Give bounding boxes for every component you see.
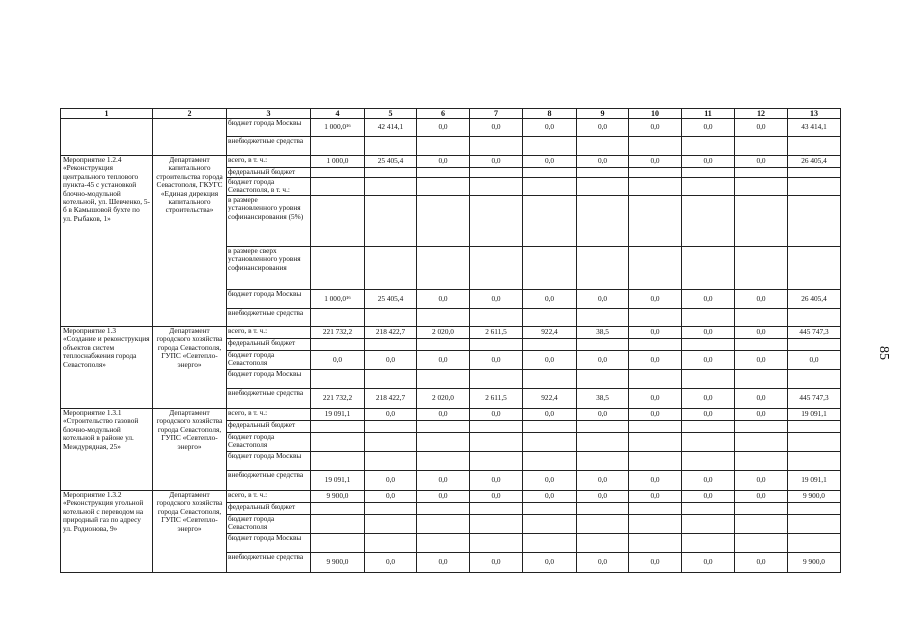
- funding-source-cell: всего, в т. ч.:: [227, 327, 311, 339]
- measure-name-cell: Мероприятие 1.3.2 «Реконструкция угольной котельной с переводом на природный газ по адресу ул. Родионова, 9»: [61, 491, 153, 573]
- value-cell: 9 900,0: [311, 491, 365, 503]
- value-cell: [470, 433, 523, 452]
- funding-source-cell: бюджет города Севастополя: [227, 515, 311, 534]
- value-cell: [629, 168, 682, 178]
- value-cell: 221 732,2: [311, 327, 365, 339]
- value-cell: 922,4: [523, 389, 577, 409]
- value-cell: [577, 421, 629, 433]
- value-cell: [629, 421, 682, 433]
- value-cell: 0,0: [365, 471, 417, 491]
- value-cell: 0,0: [470, 553, 523, 573]
- value-cell: 0,0: [735, 389, 788, 409]
- value-cell: [365, 247, 417, 290]
- value-cell: [788, 370, 841, 389]
- value-cell: [470, 503, 523, 515]
- funding-source-cell: бюджет города Севастополя, в т. ч.:: [227, 178, 311, 196]
- value-cell: 0,0: [577, 409, 629, 421]
- value-cell: [365, 503, 417, 515]
- value-cell: [682, 168, 735, 178]
- value-cell: 0,0: [523, 156, 577, 168]
- value-cell: 218 422,7: [365, 327, 417, 339]
- value-cell: 0,0: [735, 119, 788, 137]
- measure-name-cell: Мероприятие 1.3 «Создание и реконструкция объектов систем теплоснабжения города Севастополя»: [61, 327, 153, 409]
- value-cell: 0,0: [735, 156, 788, 168]
- table-header-row: [61, 109, 841, 119]
- funding-source-cell: внебюджетные средства: [227, 137, 311, 156]
- value-cell: 0,0: [470, 156, 523, 168]
- value-cell: [523, 503, 577, 515]
- value-cell: [523, 178, 577, 196]
- value-cell: 0,0: [417, 156, 470, 168]
- value-cell: 9 900,0: [788, 553, 841, 573]
- column-header: 7: [470, 109, 523, 119]
- value-cell: [577, 370, 629, 389]
- value-cell: 0,0: [629, 351, 682, 370]
- value-cell: 1 000,0¹⁶: [311, 119, 365, 137]
- value-cell: 0,0: [417, 491, 470, 503]
- value-cell: 0,0: [417, 119, 470, 137]
- value-cell: 445 747,3: [788, 389, 841, 409]
- value-cell: 42 414,1: [365, 119, 417, 137]
- funding-source-cell: бюджет города Москвы: [227, 534, 311, 553]
- document-page: [60, 108, 841, 573]
- value-cell: [470, 452, 523, 471]
- value-cell: [577, 515, 629, 534]
- value-cell: [365, 196, 417, 247]
- value-cell: 0,0: [523, 290, 577, 309]
- value-cell: [682, 452, 735, 471]
- value-cell: [788, 137, 841, 156]
- value-cell: [417, 309, 470, 327]
- value-cell: [682, 196, 735, 247]
- funding-source-cell: внебюджетные средства: [227, 389, 311, 409]
- value-cell: 0,0: [682, 156, 735, 168]
- value-cell: [735, 309, 788, 327]
- value-cell: [735, 247, 788, 290]
- value-cell: [735, 196, 788, 247]
- value-cell: 0,0: [629, 119, 682, 137]
- value-cell: 0,0: [682, 553, 735, 573]
- page-number: 85: [876, 346, 891, 360]
- value-cell: [577, 247, 629, 290]
- value-cell: 0,0: [682, 351, 735, 370]
- value-cell: [311, 196, 365, 247]
- value-cell: [365, 370, 417, 389]
- value-cell: 0,0: [365, 491, 417, 503]
- column-header: 11: [682, 109, 735, 119]
- value-cell: [735, 452, 788, 471]
- value-cell: [523, 247, 577, 290]
- value-cell: 445 747,3: [788, 327, 841, 339]
- value-cell: 0,0: [735, 327, 788, 339]
- value-cell: 0,0: [523, 119, 577, 137]
- value-cell: [735, 503, 788, 515]
- value-cell: 0,0: [523, 409, 577, 421]
- value-cell: [417, 370, 470, 389]
- value-cell: [470, 534, 523, 553]
- value-cell: 0,0: [682, 409, 735, 421]
- value-cell: 0,0: [470, 119, 523, 137]
- value-cell: [470, 421, 523, 433]
- value-cell: 0,0: [629, 553, 682, 573]
- executor-cell: [153, 119, 227, 156]
- value-cell: [470, 309, 523, 327]
- value-cell: [682, 370, 735, 389]
- funding-source-cell: внебюджетные средства: [227, 553, 311, 573]
- funding-source-cell: федеральный бюджет: [227, 339, 311, 351]
- value-cell: [682, 247, 735, 290]
- value-cell: [365, 168, 417, 178]
- value-cell: [682, 178, 735, 196]
- funding-source-cell: внебюджетные средства: [227, 471, 311, 491]
- value-cell: 0,0: [682, 119, 735, 137]
- value-cell: [470, 339, 523, 351]
- value-cell: [577, 503, 629, 515]
- value-cell: 0,0: [735, 409, 788, 421]
- value-cell: [629, 339, 682, 351]
- value-cell: 0,0: [417, 290, 470, 309]
- value-cell: 0,0: [735, 351, 788, 370]
- table-row: [61, 119, 841, 137]
- column-header: 12: [735, 109, 788, 119]
- value-cell: [788, 433, 841, 452]
- value-cell: 0,0: [523, 491, 577, 503]
- value-cell: [682, 515, 735, 534]
- value-cell: [735, 421, 788, 433]
- value-cell: 0,0: [788, 351, 841, 370]
- value-cell: [365, 309, 417, 327]
- value-cell: [311, 178, 365, 196]
- measure-name-cell: Мероприятие 1.2.4 «Реконструкция центрального теплового пункта-45 с установкой блочно-модульной котельной, ул. Шевченко, 5-б в Камышовой бухте по ул. Рыбаков, 1»: [61, 156, 153, 327]
- value-cell: [417, 339, 470, 351]
- column-header: 8: [523, 109, 577, 119]
- value-cell: [523, 168, 577, 178]
- value-cell: 25 405,4: [365, 290, 417, 309]
- value-cell: 0,0: [470, 491, 523, 503]
- value-cell: 0,0: [470, 409, 523, 421]
- value-cell: [417, 534, 470, 553]
- value-cell: [365, 534, 417, 553]
- value-cell: [682, 339, 735, 351]
- column-header: 2: [153, 109, 227, 119]
- column-header: 6: [417, 109, 470, 119]
- value-cell: 0,0: [735, 491, 788, 503]
- value-cell: 0,0: [523, 351, 577, 370]
- value-cell: 0,0: [523, 553, 577, 573]
- budget-table: [60, 108, 841, 573]
- value-cell: [417, 168, 470, 178]
- value-cell: [629, 370, 682, 389]
- value-cell: [788, 534, 841, 553]
- value-cell: 26 405,4: [788, 290, 841, 309]
- column-header: 10: [629, 109, 682, 119]
- value-cell: 0,0: [470, 290, 523, 309]
- value-cell: [470, 137, 523, 156]
- column-header: 9: [577, 109, 629, 119]
- value-cell: 0,0: [682, 491, 735, 503]
- value-cell: [470, 247, 523, 290]
- value-cell: [417, 515, 470, 534]
- value-cell: 43 414,1: [788, 119, 841, 137]
- value-cell: [629, 196, 682, 247]
- value-cell: 38,5: [577, 327, 629, 339]
- funding-source-cell: федеральный бюджет: [227, 421, 311, 433]
- value-cell: 0,0: [577, 491, 629, 503]
- value-cell: [735, 534, 788, 553]
- value-cell: [735, 178, 788, 196]
- value-cell: [311, 168, 365, 178]
- value-cell: [629, 178, 682, 196]
- value-cell: 0,0: [470, 351, 523, 370]
- value-cell: [470, 168, 523, 178]
- measure-name-cell: Мероприятие 1.3.1 «Строительство газовой блочно-модульной котельной в районе ул. Междурядная, 25»: [61, 409, 153, 491]
- value-cell: [311, 421, 365, 433]
- value-cell: [470, 178, 523, 196]
- value-cell: [417, 137, 470, 156]
- value-cell: [311, 452, 365, 471]
- value-cell: [523, 137, 577, 156]
- value-cell: 922,4: [523, 327, 577, 339]
- value-cell: [311, 309, 365, 327]
- value-cell: [523, 339, 577, 351]
- value-cell: [365, 433, 417, 452]
- value-cell: 0,0: [523, 471, 577, 491]
- value-cell: 25 405,4: [365, 156, 417, 168]
- value-cell: 1 000,0: [311, 156, 365, 168]
- value-cell: [788, 247, 841, 290]
- value-cell: [788, 421, 841, 433]
- column-header: 5: [365, 109, 417, 119]
- executor-cell: Департамент городского хозяйства города Севастополя, ГУПС «Севтепло-энерго»: [153, 327, 227, 409]
- value-cell: [470, 196, 523, 247]
- funding-source-cell: федеральный бюджет: [227, 168, 311, 178]
- value-cell: [523, 370, 577, 389]
- value-cell: 0,0: [735, 553, 788, 573]
- executor-cell: Департамент капитального строительства города Севастополя, ГКУГС «Единая дирекция капитального строительства»: [153, 156, 227, 327]
- value-cell: [365, 452, 417, 471]
- value-cell: 0,0: [682, 471, 735, 491]
- value-cell: 9 900,0: [311, 553, 365, 573]
- value-cell: 2 020,0: [417, 327, 470, 339]
- value-cell: [417, 503, 470, 515]
- value-cell: 26 405,4: [788, 156, 841, 168]
- table-row: [61, 491, 841, 503]
- value-cell: [735, 515, 788, 534]
- value-cell: [577, 168, 629, 178]
- value-cell: [577, 339, 629, 351]
- value-cell: 0,0: [682, 327, 735, 339]
- value-cell: [788, 503, 841, 515]
- value-cell: [682, 309, 735, 327]
- value-cell: [523, 309, 577, 327]
- value-cell: [365, 339, 417, 351]
- value-cell: 0,0: [629, 327, 682, 339]
- value-cell: [311, 503, 365, 515]
- value-cell: 19 091,1: [311, 409, 365, 421]
- value-cell: [311, 137, 365, 156]
- funding-source-cell: бюджет города Москвы: [227, 119, 311, 137]
- value-cell: [417, 196, 470, 247]
- value-cell: 0,0: [629, 409, 682, 421]
- value-cell: [629, 247, 682, 290]
- value-cell: [735, 137, 788, 156]
- value-cell: [365, 515, 417, 534]
- value-cell: [682, 433, 735, 452]
- table-row: [61, 409, 841, 421]
- funding-source-cell: всего, в т. ч.:: [227, 156, 311, 168]
- value-cell: 0,0: [365, 553, 417, 573]
- value-cell: [470, 370, 523, 389]
- value-cell: [629, 534, 682, 553]
- column-header: 3: [227, 109, 311, 119]
- value-cell: 0,0: [577, 553, 629, 573]
- value-cell: 0,0: [629, 471, 682, 491]
- column-header: 13: [788, 109, 841, 119]
- table-row: [61, 156, 841, 168]
- value-cell: [682, 421, 735, 433]
- value-cell: [629, 515, 682, 534]
- value-cell: 221 732,2: [311, 389, 365, 409]
- value-cell: [523, 452, 577, 471]
- value-cell: [788, 452, 841, 471]
- value-cell: [788, 515, 841, 534]
- value-cell: [365, 178, 417, 196]
- column-header: 1: [61, 109, 153, 119]
- value-cell: 19 091,1: [311, 471, 365, 491]
- value-cell: [365, 137, 417, 156]
- funding-source-cell: федеральный бюджет: [227, 503, 311, 515]
- value-cell: 2 611,5: [470, 327, 523, 339]
- value-cell: 19 091,1: [788, 409, 841, 421]
- value-cell: 9 900,0: [788, 491, 841, 503]
- value-cell: [788, 168, 841, 178]
- value-cell: [311, 339, 365, 351]
- executor-cell: Департамент городского хозяйства города Севастополя, ГУПС «Севтепло-энерго»: [153, 491, 227, 573]
- value-cell: [577, 196, 629, 247]
- value-cell: 0,0: [629, 491, 682, 503]
- value-cell: [682, 503, 735, 515]
- value-cell: [311, 534, 365, 553]
- value-cell: 0,0: [577, 156, 629, 168]
- funding-source-cell: всего, в т. ч.:: [227, 491, 311, 503]
- value-cell: 0,0: [577, 290, 629, 309]
- value-cell: [629, 433, 682, 452]
- funding-source-cell: в размере сверх установленного уровня софинансирования: [227, 247, 311, 290]
- value-cell: [470, 515, 523, 534]
- funding-source-cell: внебюджетные средства: [227, 309, 311, 327]
- value-cell: [577, 309, 629, 327]
- value-cell: [629, 309, 682, 327]
- value-cell: [365, 421, 417, 433]
- value-cell: [417, 433, 470, 452]
- value-cell: 0,0: [735, 290, 788, 309]
- funding-source-cell: бюджет города Москвы: [227, 452, 311, 471]
- value-cell: [417, 178, 470, 196]
- value-cell: [311, 515, 365, 534]
- value-cell: [788, 178, 841, 196]
- measure-name-cell: [61, 119, 153, 156]
- value-cell: [523, 421, 577, 433]
- value-cell: 0,0: [577, 351, 629, 370]
- value-cell: [577, 534, 629, 553]
- value-cell: 0,0: [629, 389, 682, 409]
- value-cell: 0,0: [682, 389, 735, 409]
- value-cell: [788, 339, 841, 351]
- value-cell: 0,0: [365, 409, 417, 421]
- value-cell: [735, 168, 788, 178]
- funding-source-cell: бюджет города Москвы: [227, 290, 311, 309]
- value-cell: [577, 137, 629, 156]
- funding-source-cell: бюджет города Севастополя: [227, 351, 311, 370]
- value-cell: [311, 433, 365, 452]
- value-cell: [577, 452, 629, 471]
- value-cell: [629, 452, 682, 471]
- value-cell: [788, 196, 841, 247]
- value-cell: [523, 433, 577, 452]
- value-cell: 0,0: [577, 471, 629, 491]
- executor-cell: Департамент городского хозяйства города Севастополя, ГУПС «Севтепло-энерго»: [153, 409, 227, 491]
- value-cell: [735, 339, 788, 351]
- column-header: 4: [311, 109, 365, 119]
- funding-source-cell: бюджет города Севастополя: [227, 433, 311, 452]
- funding-source-cell: бюджет города Москвы: [227, 370, 311, 389]
- value-cell: [629, 137, 682, 156]
- value-cell: 2 020,0: [417, 389, 470, 409]
- funding-source-cell: всего, в т. ч.:: [227, 409, 311, 421]
- value-cell: [577, 433, 629, 452]
- value-cell: 0,0: [311, 351, 365, 370]
- value-cell: [311, 370, 365, 389]
- value-cell: 0,0: [735, 471, 788, 491]
- value-cell: [523, 534, 577, 553]
- value-cell: [417, 247, 470, 290]
- table-row: [61, 327, 841, 339]
- value-cell: 0,0: [629, 156, 682, 168]
- value-cell: 0,0: [470, 471, 523, 491]
- value-cell: 0,0: [629, 290, 682, 309]
- value-cell: 0,0: [417, 351, 470, 370]
- value-cell: [577, 178, 629, 196]
- value-cell: 0,0: [417, 471, 470, 491]
- value-cell: [682, 534, 735, 553]
- value-cell: [523, 196, 577, 247]
- value-cell: [629, 503, 682, 515]
- value-cell: 2 611,5: [470, 389, 523, 409]
- value-cell: 0,0: [365, 351, 417, 370]
- value-cell: 0,0: [417, 409, 470, 421]
- value-cell: [682, 137, 735, 156]
- funding-source-cell: в размере установленного уровня софинансирования (5%): [227, 196, 311, 247]
- value-cell: [311, 247, 365, 290]
- value-cell: 0,0: [682, 290, 735, 309]
- value-cell: [735, 370, 788, 389]
- value-cell: 1 000,0¹⁶: [311, 290, 365, 309]
- value-cell: 0,0: [577, 119, 629, 137]
- value-cell: 218 422,7: [365, 389, 417, 409]
- value-cell: [523, 515, 577, 534]
- value-cell: [735, 433, 788, 452]
- value-cell: 0,0: [417, 553, 470, 573]
- value-cell: 38,5: [577, 389, 629, 409]
- value-cell: [417, 452, 470, 471]
- value-cell: [417, 421, 470, 433]
- value-cell: 19 091,1: [788, 471, 841, 491]
- value-cell: [788, 309, 841, 327]
